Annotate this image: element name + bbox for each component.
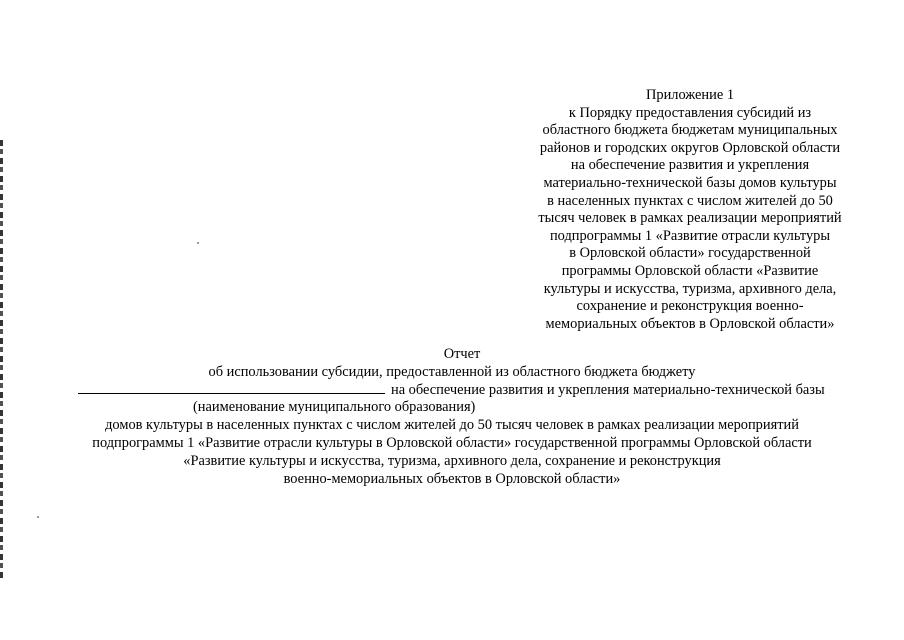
scan-speck: [197, 242, 199, 244]
appendix-line: сохранение и реконструкция военно-: [576, 298, 804, 315]
appendix-line: культуры и искусства, туризма, архивного дела,: [543, 280, 837, 297]
appendix-line: мемориальных объектов в Орловской области»: [545, 315, 835, 332]
report-body-line: «Развитие культуры и искусства, туризма, архивного дела, сохранение и реконструкция: [183, 452, 721, 469]
report-body-line: военно-мемориальных объектов в Орловской области»: [283, 470, 621, 487]
report-purpose-text: на обеспечение развития и укрепления материально-технической базы: [391, 381, 825, 398]
report-purpose-line: [78, 382, 904, 400]
appendix-line: в населенных пунктах с числом жителей до 50: [547, 192, 833, 209]
appendix-line: материально-технической базы домов культуры: [543, 174, 837, 191]
municipality-blank-field: [78, 382, 385, 394]
appendix-line: областного бюджета бюджетам муниципальных: [542, 122, 838, 139]
appendix-line: тысяч человек в рамках реализации мероприятий: [538, 210, 842, 227]
appendix-line: Приложение 1: [645, 87, 735, 103]
appendix-line: в Орловской области» государственной: [569, 245, 811, 262]
report-title: Отчет: [443, 346, 481, 362]
report-body-line: домов культуры в населенных пунктах с числом жителей до 50 тысяч человек в рамках реализации мероприятий: [105, 417, 799, 434]
report-heading-block: [0, 346, 904, 488]
report-body-line: подпрограммы 1 «Развитие отрасли культуры в Орловской области» государственной программы Орловской области: [92, 434, 812, 451]
appendix-line: районов и городских округов Орловской области: [539, 139, 841, 156]
appendix-line: подпрограммы 1 «Развитие отрасли культуры: [549, 227, 831, 244]
appendix-line: на обеспечение развития и укрепления: [570, 157, 810, 174]
appendix-line: программы Орловской области «Развитие: [561, 262, 819, 279]
blank-caption: (наименование муниципального образования): [193, 399, 476, 416]
scan-speck: [37, 516, 39, 518]
appendix-line: к Порядку предоставления субсидий из: [568, 104, 812, 121]
appendix-header: [520, 87, 860, 333]
report-subtitle: об использовании субсидии, предоставленной из областного бюджета бюджету: [208, 363, 696, 380]
